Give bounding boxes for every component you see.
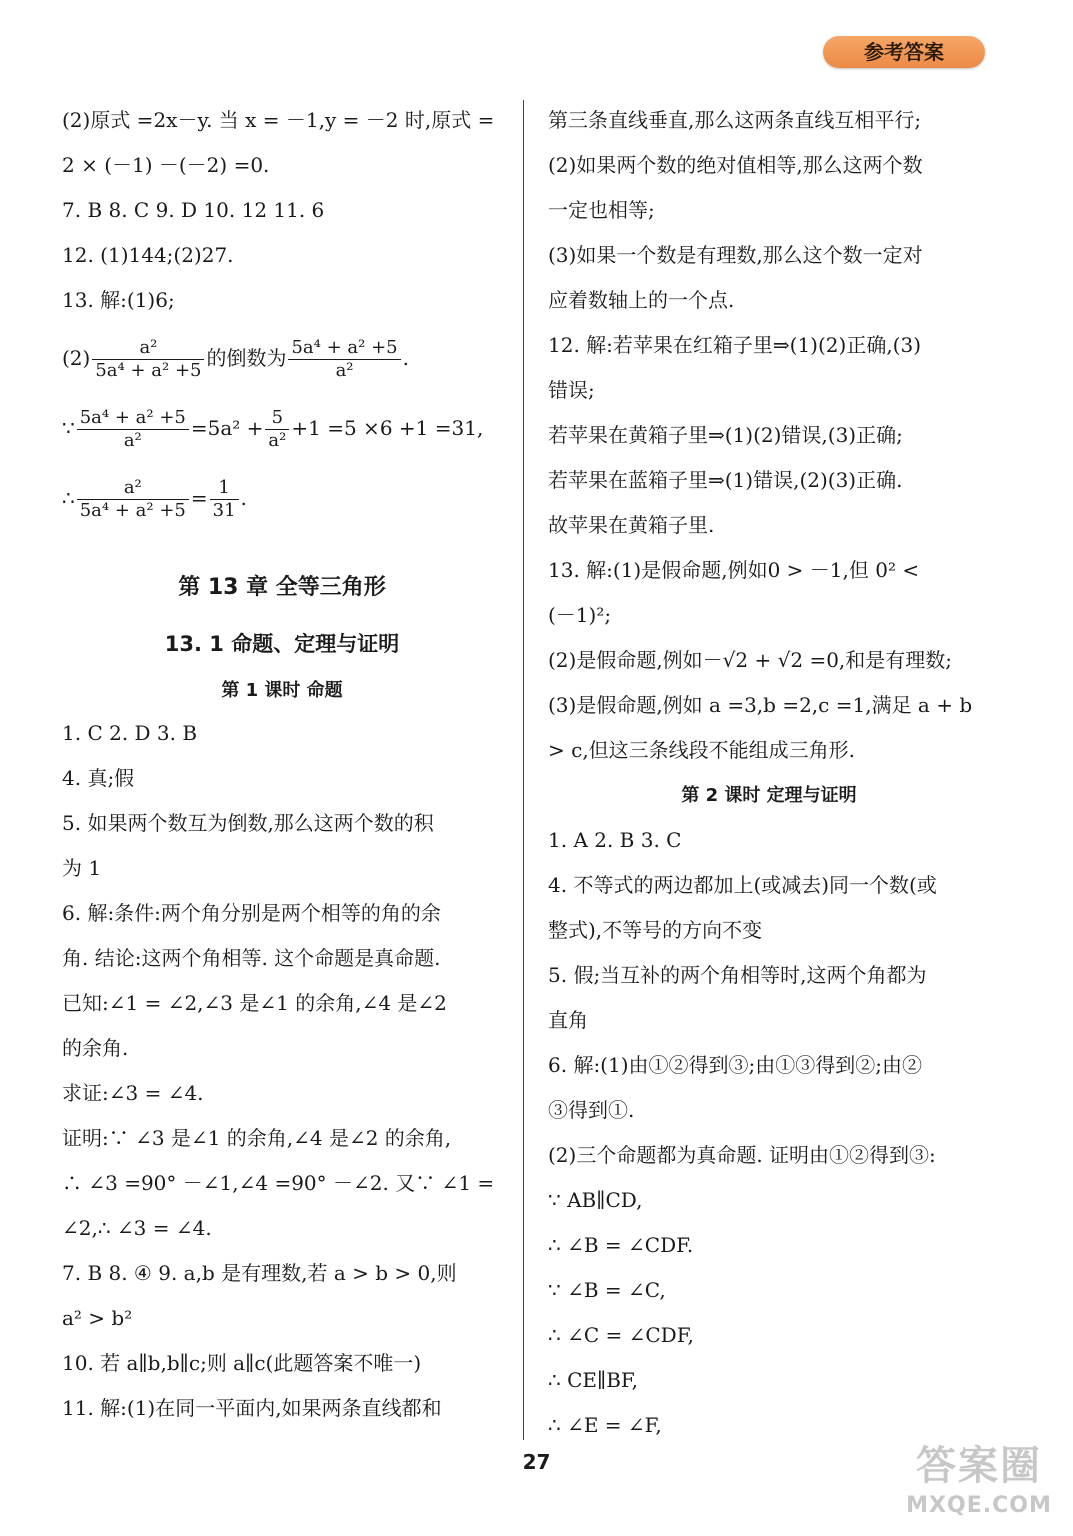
numerator: a² (77, 477, 189, 500)
numerator: 5a⁴ + a² +5 (77, 407, 189, 430)
fraction-line (62, 323, 502, 393)
text-line: 应着数轴上的一个点. (548, 288, 735, 312)
text-fragment: 的倒数为 (206, 346, 287, 370)
text-line: 整式),不等号的方向不变 (548, 918, 763, 942)
lesson-title: 第 1 课时 命题 (221, 680, 343, 701)
fraction (92, 337, 204, 382)
fraction-line (62, 463, 502, 533)
text-line: 4. 真;假 (62, 766, 135, 790)
text-line: 故苹果在黄箱子里. (548, 513, 715, 537)
denominator: a² (335, 360, 354, 381)
watermark-text: 答案圈 (916, 1443, 1042, 1489)
text-line: 13. 解:(1)是假命题,例如0 > －1,但 0² < (548, 558, 920, 582)
text-line: 5. 假;当互补的两个角相等时,这两个角都为 (548, 963, 927, 987)
page-number: 27 (522, 1450, 551, 1474)
text-line: 5. 如果两个数互为倒数,那么这两个数的积 (62, 811, 434, 835)
text-line: 11. 解:(1)在同一平面内,如果两条直线都和 (62, 1396, 442, 1420)
text-line: (3)是假命题,例如 a =3,b =2,c =1,满足 a + b (548, 693, 973, 717)
text-line: (2)原式 =2x－y. 当 x = －1,y = －2 时,原式 = (62, 108, 495, 132)
text-line: 10. 若 a∥b,b∥c;则 a∥c(此题答案不唯一) (62, 1351, 422, 1375)
text-line: 1. C 2. D 3. B (62, 721, 198, 745)
numerator: 1 (210, 477, 239, 500)
fraction (77, 407, 189, 452)
text-line: 6. 解:条件:两个角分别是两个相等的角的余 (62, 901, 441, 925)
watermark-logo (895, 1440, 1063, 1528)
text-line: (2)三个命题都为真命题. 证明由①②得到③: (548, 1143, 936, 1167)
denominator: 5a⁴ + a² +5 (95, 360, 202, 381)
text-line: (2)是假命题,例如－√2 + √2 =0,和是有理数; (548, 648, 953, 672)
text-line: 13. 解:(1)6; (62, 288, 175, 312)
text-line: 7. B 8. C 9. D 10. 12 11. 6 (62, 198, 325, 222)
denominator: 31 (212, 500, 236, 521)
right-column (548, 98, 990, 1448)
text-line: 若苹果在蓝箱子里⇒(1)错误,(2)(3)正确. (548, 468, 903, 492)
text-line: 错误; (548, 378, 595, 402)
text-fragment: . (240, 486, 247, 510)
text-line: 若苹果在黄箱子里⇒(1)(2)错误,(3)正确; (548, 423, 903, 447)
text-line: (3)如果一个数是有理数,那么这个数一定对 (548, 243, 923, 267)
text-line: ∴ ∠3 =90° －∠1,∠4 =90° －∠2. 又∵ ∠1 = (62, 1171, 495, 1195)
fraction (265, 407, 289, 452)
chapter-title: 第 13 章 全等三角形 (178, 575, 386, 600)
text-line: 已知:∠1 = ∠2,∠3 是∠1 的余角,∠4 是∠2 (62, 991, 447, 1015)
fraction (210, 477, 239, 522)
fraction-line (62, 393, 502, 463)
text-fragment: (2) (62, 346, 91, 370)
text-line: 1. A 2. B 3. C (548, 828, 682, 852)
text-fragment: ∴ (62, 486, 75, 510)
text-fragment: ∵ (62, 416, 75, 440)
answer-key-badge: 参考答案 (823, 36, 985, 68)
numerator: 5 (265, 407, 289, 430)
text-line: 2 × (－1) －(－2) =0. (62, 153, 270, 177)
text-line: 一定也相等; (548, 198, 655, 222)
text-fragment: . (402, 346, 409, 370)
text-line: (－1)²; (548, 603, 612, 627)
text-fragment: =5a² + (190, 416, 264, 440)
denominator: 5a⁴ + a² +5 (79, 500, 186, 521)
watermark-url: MXQE.COM (906, 1493, 1052, 1518)
text-line: ③得到①. (548, 1098, 635, 1122)
fraction (77, 477, 189, 522)
text-fragment: = (190, 486, 208, 510)
text-line: ∵ AB∥CD, (548, 1188, 643, 1212)
denominator: a² (268, 430, 287, 451)
numerator: a² (92, 337, 204, 360)
text-line: 为 1 (62, 856, 102, 880)
lesson-title: 第 2 课时 定理与证明 (681, 785, 857, 806)
text-line: ∴ ∠E = ∠F, (548, 1413, 662, 1437)
text-line: ∴ CE∥BF, (548, 1368, 639, 1392)
text-fragment: +1 =5 ×6 +1 =31, (291, 416, 484, 440)
text-line: ∴ ∠C = ∠CDF, (548, 1323, 694, 1347)
denominator: a² (123, 430, 142, 451)
text-line: 第三条直线垂直,那么这两条直线互相平行; (548, 108, 922, 132)
numerator: 5a⁴ + a² +5 (288, 337, 400, 360)
text-line: 角. 结论:这两个角相等. 这个命题是真命题. (62, 946, 441, 970)
left-column (62, 98, 502, 1431)
text-line: 的余角. (62, 1036, 129, 1060)
section-title: 13. 1 命题、定理与证明 (164, 632, 400, 656)
text-line: ∴ ∠B = ∠CDF. (548, 1233, 694, 1257)
text-line: ∠2,∴ ∠3 = ∠4. (62, 1216, 212, 1240)
text-line: 7. B 8. ④ 9. a,b 是有理数,若 a > b > 0,则 (62, 1261, 457, 1285)
fraction (288, 337, 400, 382)
text-line: ∵ ∠B = ∠C, (548, 1278, 666, 1302)
text-line: > c,但这三条线段不能组成三角形. (548, 738, 856, 762)
text-line: 求证:∠3 = ∠4. (62, 1081, 204, 1105)
text-line: 12. 解:若苹果在红箱子里⇒(1)(2)正确,(3) (548, 333, 922, 357)
text-line: 直角 (548, 1008, 588, 1032)
column-divider (523, 100, 524, 1440)
text-line: 证明:∵ ∠3 是∠1 的余角,∠4 是∠2 的余角, (62, 1126, 452, 1150)
text-line: a² > b² (62, 1306, 133, 1330)
text-line: (2)如果两个数的绝对值相等,那么这两个数 (548, 153, 923, 177)
text-line: 6. 解:(1)由①②得到③;由①③得到②;由② (548, 1053, 922, 1077)
text-line: 12. (1)144;(2)27. (62, 243, 234, 267)
text-line: 4. 不等式的两边都加上(或减去)同一个数(或 (548, 873, 937, 897)
